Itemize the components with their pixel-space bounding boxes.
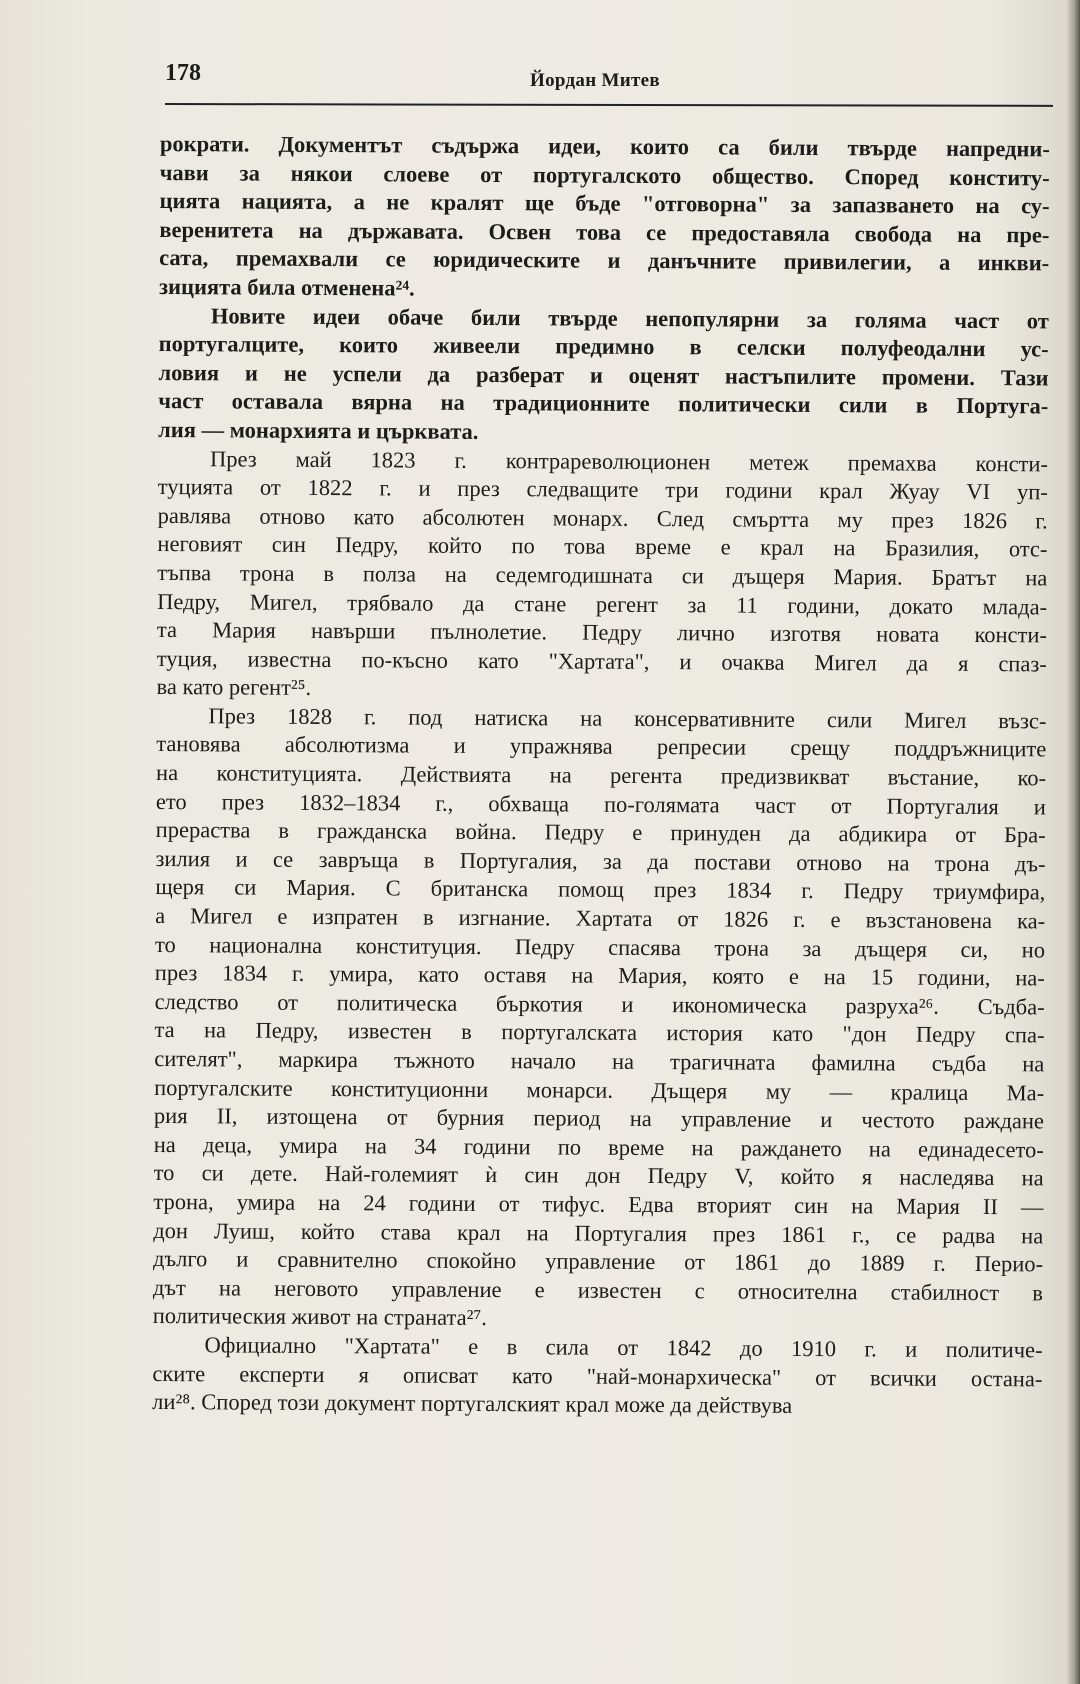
text-line: През май 1823 г. контрареволюционен метеж премахва консти- (209, 445, 1049, 476)
text-line: туция, известна по-късно като "Хартата", и очаква Мигел да я спаз- (156, 645, 1047, 677)
text-line: зицията била отменена²⁴. (158, 273, 415, 301)
text-line: прераства в гражданска война. Педру е принуден да абдикира от Бра- (155, 817, 1046, 848)
text-line: рократи. Документът съдържа идеи, които са били твърде напредни- (159, 130, 1050, 162)
text-line: та на Педру, известен в португалската история като "дон Педру спа- (154, 1017, 1045, 1048)
text-line: то си дете. Най-големият ѝ син дон Педру V, който я наследява на (153, 1160, 1044, 1191)
text-line: португалците, които живеели предимно в селски полуфеодални ус- (158, 331, 1049, 362)
body-text (152, 130, 1050, 1422)
text-line: веренитета на държавата. Освен това се предоставяла свобода на пре- (159, 216, 1050, 248)
text-line: тановява абсолютизма и упражнява репресии срещу поддръжниците (156, 731, 1047, 762)
text-line: дон Луиш, който става крал на Португалия през 1861 г., се радва на (153, 1217, 1044, 1248)
text-line: туцията от 1822 г. и през следващите три години крал Жуау VI уп- (157, 474, 1048, 505)
page-edge-shadow (1066, 0, 1080, 1684)
text-line: През 1828 г. под натиска на консервативните сили Мигел възс- (208, 703, 1047, 734)
text-line: част оставала вярна на традиционните политически сили в Португа- (158, 388, 1049, 419)
text-line: дът на неговото управление е известен с относителна стабилност в (152, 1274, 1043, 1306)
paragraph (158, 302, 1049, 450)
text-line: сата, премахвали се юридическите и данъчните привилегии, а инкви- (159, 245, 1050, 276)
text-line: политическия живот на страната²⁷. (152, 1303, 487, 1331)
text-line: зилия и се завръща в Португалия, за да постави отново на трона дъ- (155, 845, 1046, 877)
text-line: през 1834 г. умира, като оставя на Мария, която е на 15 години, на- (154, 960, 1045, 991)
text-line: португалските конституционни монарси. Дъщеря му — кралица Ма- (154, 1074, 1045, 1106)
text-line: рия II, изтощена от бурния период на управление и честото раждане (153, 1103, 1045, 1134)
text-line: Официално "Хартата" е в сила от 1842 до 1910 г. и политиче- (204, 1332, 1043, 1363)
text-line: на конституцията. Действията на регента предизвикват въстание, ко- (155, 760, 1047, 791)
text-line: Новите идеи обаче били твърде непопулярни за голяма част от (210, 302, 1049, 333)
text-line: цията нацията, а не кралят ще бъде "отговорна" за запазването на су- (159, 188, 1050, 219)
text-line: на деца, умира на 34 години по време на раждането на единадесето- (153, 1131, 1044, 1163)
text-line: равлява отново като абсолютен монарх. След смъртта му през 1826 г. (157, 502, 1048, 534)
paragraph (153, 702, 1047, 1336)
paragraph (159, 130, 1050, 307)
page-number: 178 (165, 60, 201, 86)
text-line: сителят", маркира тъжното начало на трагичната фамилна съдба на (154, 1045, 1045, 1077)
text-line: а Мигел е изпратен в изгнание. Хартата от 1826 г. е възстановена ка- (155, 903, 1046, 934)
page-header (165, 60, 1055, 102)
text-line: щеря си Мария. С британска помощ през 1834 г. Педру триумфира, (155, 874, 1046, 905)
text-line: ето през 1832–1834 г., обхваща по-голямата част от Португалия и (155, 788, 1046, 820)
text-line: дълго и сравнително спокойно управление от 1861 до 1889 г. Перио- (153, 1246, 1044, 1277)
text-line: тъпва трона в полза на седемгодишната си дъщеря Мария. Братът на (157, 559, 1048, 591)
text-line: следство от политическа бъркотия и икономическа разруха²⁶. Съдба- (154, 988, 1045, 1020)
text-line: та Мария навърши пълнолетие. Педру лично изготвя новата консти- (156, 617, 1048, 648)
text-line: ва като регент²⁵. (156, 674, 312, 701)
text-line: то национална конституция. Педру спасява трона за дъщеря си, но (154, 931, 1046, 963)
text-line: ските експерти я описват като "най-монархическа" от всички остана- (152, 1360, 1043, 1391)
text-line: ловия и не успели да разберат и оценят настъпилите промени. Тази (158, 359, 1049, 391)
text-line: Педру, Мигел, трябвало да стане регент за 11 години, докато млада- (157, 588, 1048, 619)
text-line: ли²⁸. Според този документ португалският крал може да действува (152, 1389, 793, 1419)
text-line: неговият син Педру, който по това време е крал на Бразилия, отс- (157, 531, 1048, 562)
text-line: чави за някои слоеве от португалското общество. Според конститу- (159, 159, 1050, 191)
text-line: лия — монархията и църквата. (158, 416, 479, 444)
text-line: трона, умира на 24 години от тифус. Едва вторият син на Мария II — (153, 1188, 1044, 1220)
paragraph (157, 445, 1049, 708)
running-head-author: Йордан Митев (530, 70, 660, 91)
paragraph (152, 1331, 1043, 1422)
